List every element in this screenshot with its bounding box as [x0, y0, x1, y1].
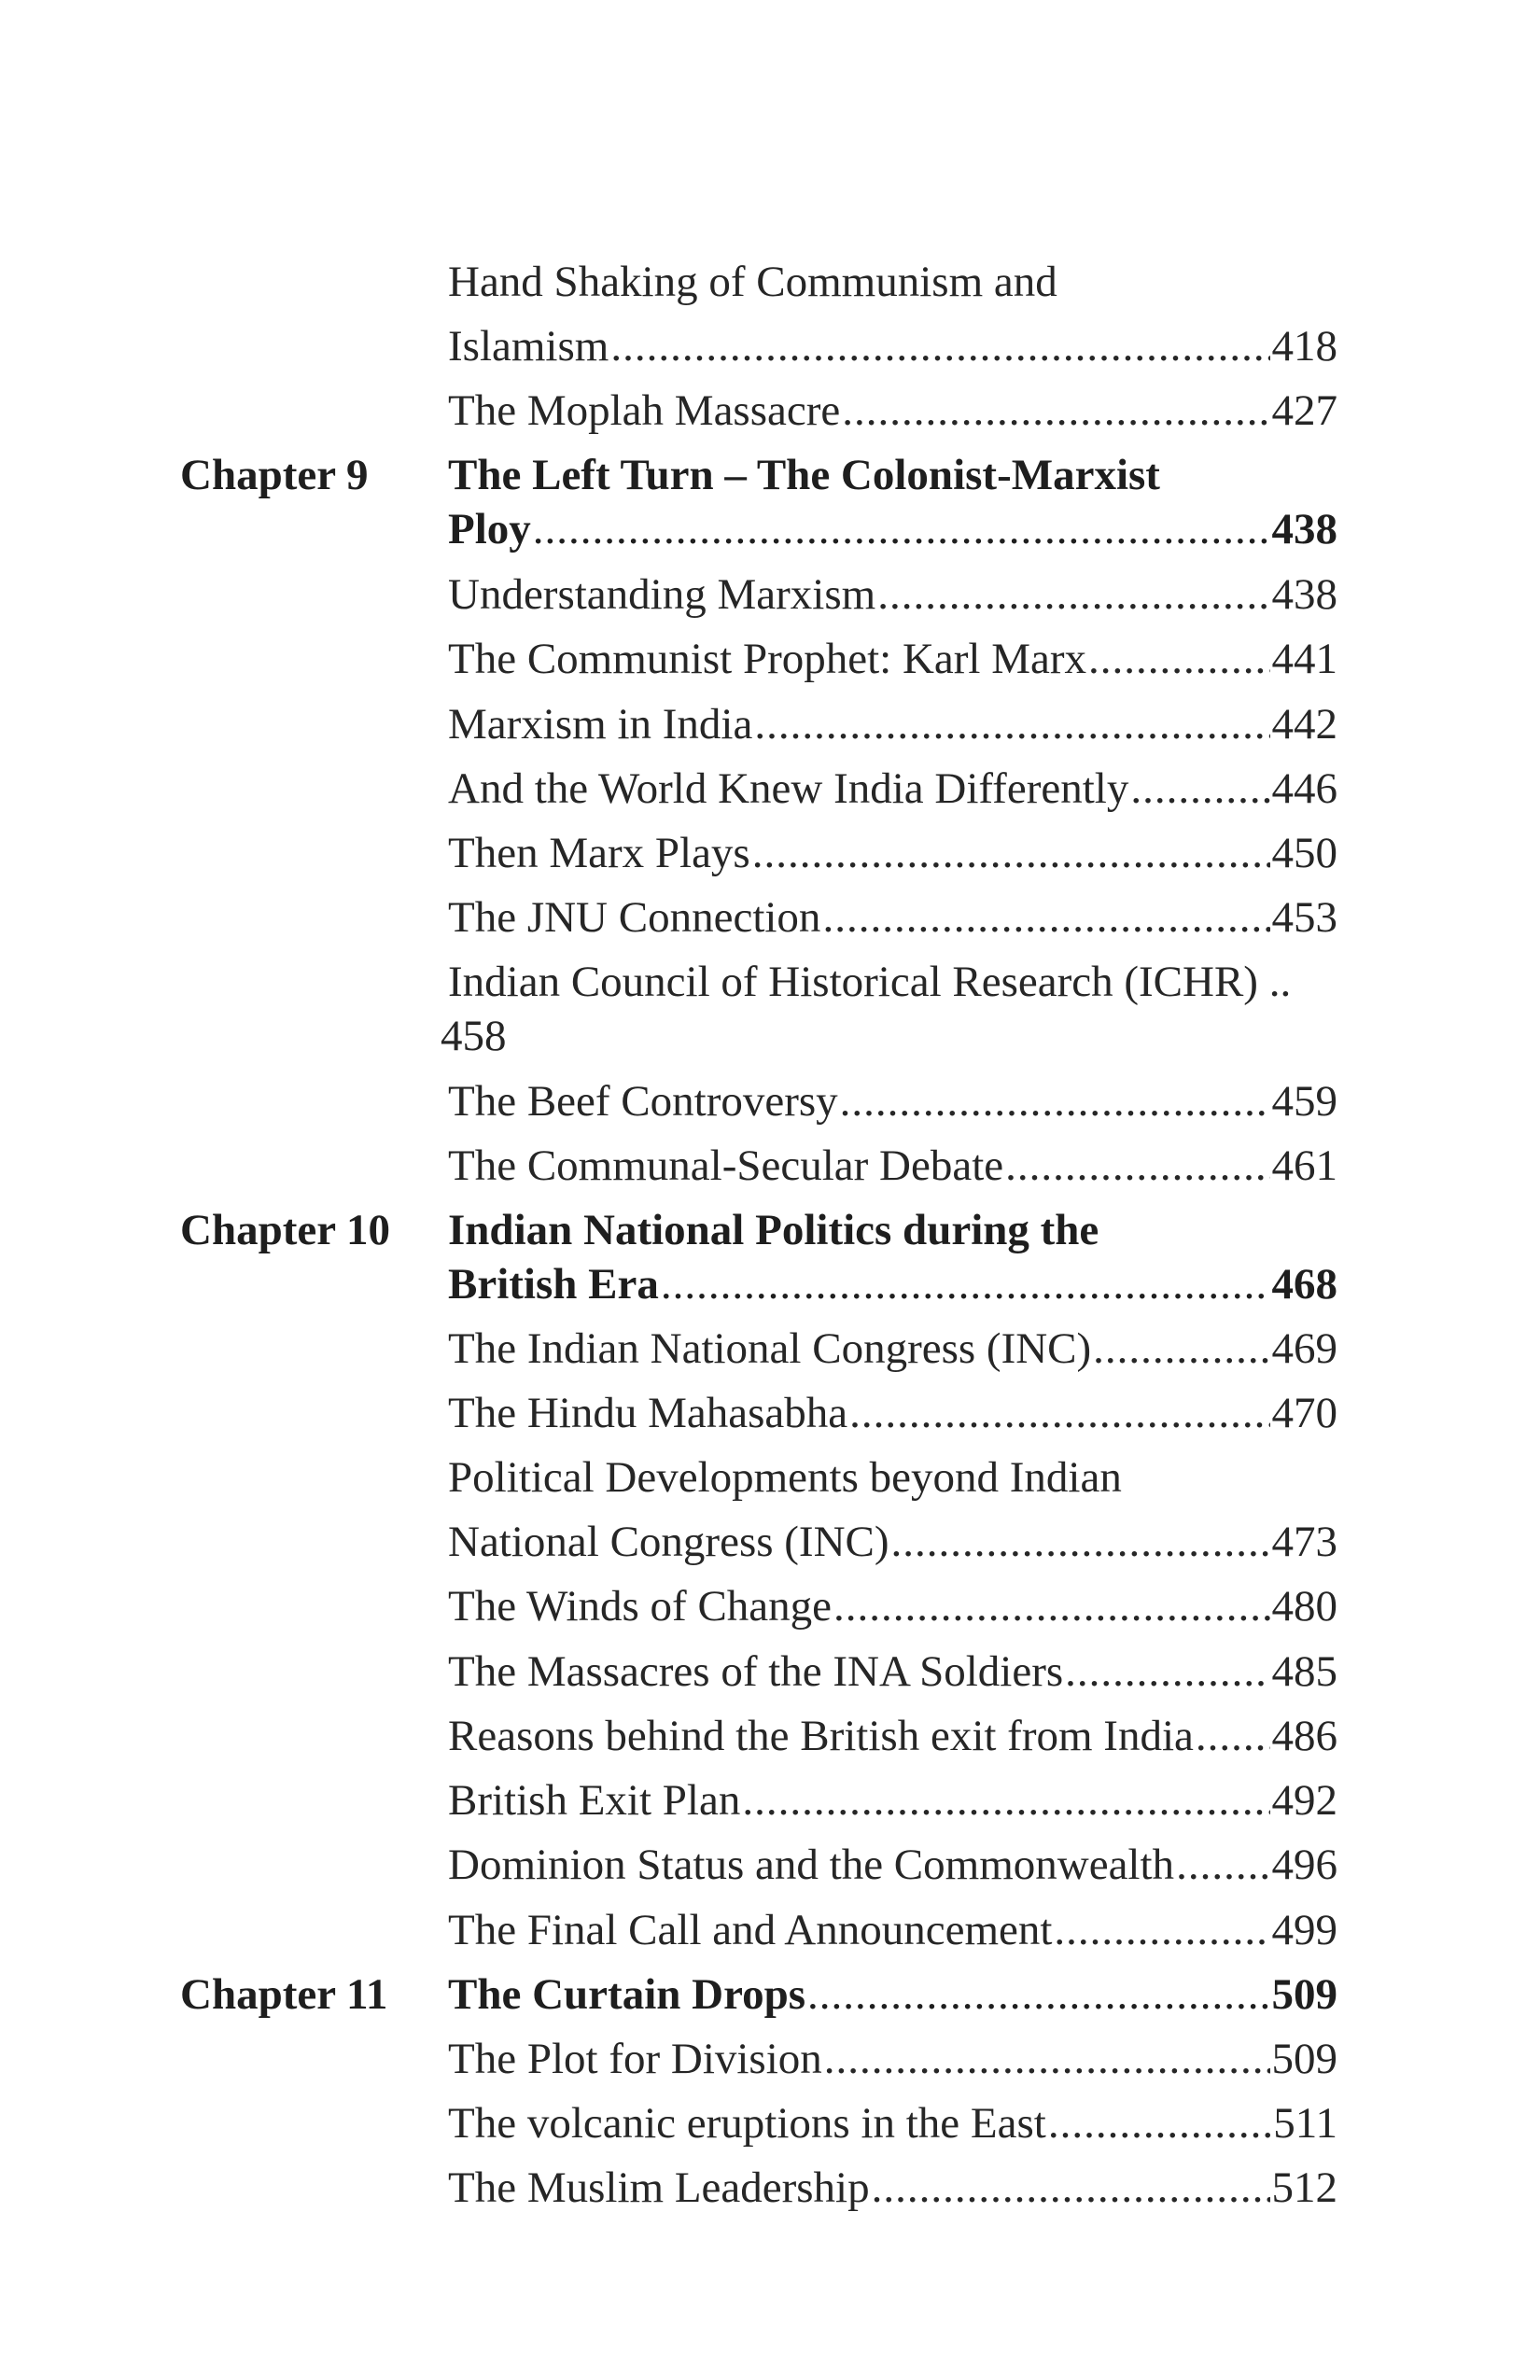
- dot-leader: [1048, 2095, 1271, 2151]
- chapter-title-entry: [448, 1967, 1337, 2023]
- page-number: 438: [1271, 505, 1337, 553]
- page-number: 470: [1271, 1389, 1337, 1437]
- chapter-title-entry: [448, 501, 1337, 557]
- toc-entry: [448, 1138, 1337, 1194]
- entry-title: National Congress (INC): [448, 1518, 889, 1566]
- dot-leader: [1093, 1321, 1269, 1377]
- entry-title: The Communist Prophet: Karl Marx: [448, 635, 1087, 683]
- toc-entry: [448, 631, 1337, 687]
- toc-entry: [448, 1772, 1337, 1828]
- entry-title: Understanding Marxism: [448, 570, 876, 619]
- toc-entry: [448, 1514, 1337, 1570]
- entry-title: The Communal-Secular Debate: [448, 1141, 1004, 1190]
- page-number: 496: [1271, 1841, 1337, 1889]
- entry-continuation: Political Developments beyond Indian: [448, 1453, 1122, 1502]
- entry-title: Dominion Status and the Commonwealth: [448, 1841, 1175, 1889]
- toc-entry: [448, 761, 1337, 817]
- entry-title: The Plot for Division: [448, 2035, 822, 2083]
- entry-title: And the World Knew India Differently: [448, 764, 1129, 813]
- page-number: 509: [1271, 2035, 1337, 2083]
- dot-leader: [610, 318, 1269, 374]
- toc-entry: [448, 1644, 1337, 1700]
- page-number: 446: [1271, 764, 1337, 813]
- entry-title: The Massacres of the INA Soldiers: [448, 1647, 1064, 1696]
- toc-entry: [448, 825, 1337, 881]
- entry-title: Then Marx Plays: [448, 829, 750, 877]
- page-number: 459: [1271, 1077, 1337, 1126]
- chapter-title: The Curtain Drops: [448, 1970, 806, 2019]
- dot-leader: [891, 1514, 1270, 1570]
- dot-leader: [807, 1967, 1269, 2023]
- chapter-title: Ploy: [448, 505, 531, 553]
- entry-continuation: Hand Shaking of Communism and: [448, 258, 1057, 306]
- page-number: 492: [1271, 1776, 1337, 1825]
- page-number: 486: [1271, 1712, 1337, 1760]
- toc-entry: [448, 1578, 1337, 1634]
- toc-entry: [448, 1321, 1337, 1377]
- page-number: 480: [1271, 1582, 1337, 1631]
- toc-entry: [448, 383, 1337, 439]
- dot-leader: [824, 2031, 1270, 2087]
- dot-leader: [849, 1385, 1269, 1441]
- page-number: 485: [1271, 1647, 1337, 1696]
- entry-title: The JNU Connection: [448, 893, 821, 942]
- toc-entry: [448, 2160, 1337, 2216]
- entry-continuation: 458: [441, 1012, 507, 1060]
- entry-title: The Moplah Massacre: [448, 386, 841, 435]
- page-number: 511: [1273, 2099, 1337, 2148]
- dot-leader: [822, 889, 1269, 945]
- chapter-title-entry: [448, 1256, 1337, 1312]
- entry-title: The Hindu Mahasabha: [448, 1389, 848, 1437]
- toc-entry: [448, 1902, 1337, 1958]
- page-number: 469: [1271, 1324, 1337, 1373]
- toc-entry: [448, 1073, 1337, 1129]
- dot-leader: [1196, 1708, 1270, 1764]
- dot-leader: [1054, 1902, 1269, 1958]
- page-number: 418: [1271, 322, 1337, 371]
- chapter-title: The Left Turn – The Colonist-Marxist: [448, 451, 1160, 499]
- toc-entry: [448, 567, 1337, 623]
- chapter-label: Chapter 9: [180, 451, 369, 499]
- page-number: 438: [1271, 570, 1337, 619]
- page-number: 512: [1271, 2163, 1337, 2212]
- chapter-label: Chapter 11: [180, 1970, 388, 2019]
- dot-leader: [661, 1256, 1270, 1312]
- entry-title: The Indian National Congress (INC): [448, 1324, 1092, 1373]
- dot-leader: [833, 1578, 1269, 1634]
- dot-leader: [840, 1073, 1270, 1129]
- entry-title: The Muslim Leadership: [448, 2163, 870, 2212]
- entry-title: Reasons behind the British exit from India: [448, 1712, 1194, 1760]
- entry-continuation: Indian Council of Historical Research (ICHR) ..: [448, 958, 1292, 1006]
- dot-leader: [1065, 1644, 1269, 1700]
- toc-entry: [448, 1708, 1337, 1764]
- dot-leader: [533, 501, 1270, 557]
- entry-title: British Exit Plan: [448, 1776, 741, 1825]
- toc-entry: [448, 889, 1337, 945]
- dot-leader: [877, 567, 1269, 623]
- page-number: 468: [1271, 1260, 1337, 1309]
- toc-entry: [448, 2031, 1337, 2087]
- toc-entry: [448, 1837, 1337, 1893]
- chapter-label: Chapter 10: [180, 1206, 390, 1254]
- page-number: 473: [1271, 1518, 1337, 1566]
- page-number: 450: [1271, 829, 1337, 877]
- page-number: 509: [1271, 1970, 1337, 2019]
- toc-entry: [448, 318, 1337, 374]
- toc-entry: [448, 2095, 1337, 2151]
- toc-entry: [448, 696, 1337, 752]
- dot-leader: [842, 383, 1269, 439]
- entry-title: Marxism in India: [448, 700, 753, 749]
- entry-title: The Final Call and Announcement: [448, 1906, 1053, 1954]
- dot-leader: [872, 2160, 1270, 2216]
- dot-leader: [752, 825, 1270, 881]
- dot-leader: [1176, 1837, 1269, 1893]
- page-number: 427: [1271, 386, 1337, 435]
- dot-leader: [1130, 761, 1269, 817]
- entry-title: Islamism: [448, 322, 609, 371]
- chapter-title: Indian National Politics during the: [448, 1206, 1099, 1254]
- dot-leader: [1088, 631, 1269, 687]
- entry-title: The volcanic eruptions in the East: [448, 2099, 1046, 2148]
- chapter-title: British Era: [448, 1260, 659, 1309]
- dot-leader: [754, 696, 1269, 752]
- dot-leader: [1005, 1138, 1269, 1194]
- toc-entry: [448, 1385, 1337, 1441]
- page-number: 453: [1271, 893, 1337, 942]
- entry-title: The Winds of Change: [448, 1582, 833, 1631]
- page-number: 442: [1271, 700, 1337, 749]
- page-number: 461: [1271, 1141, 1337, 1190]
- entry-title: The Beef Controversy: [448, 1077, 838, 1126]
- page-number: 441: [1271, 635, 1337, 683]
- dot-leader: [742, 1772, 1269, 1828]
- page-number: 499: [1271, 1906, 1337, 1954]
